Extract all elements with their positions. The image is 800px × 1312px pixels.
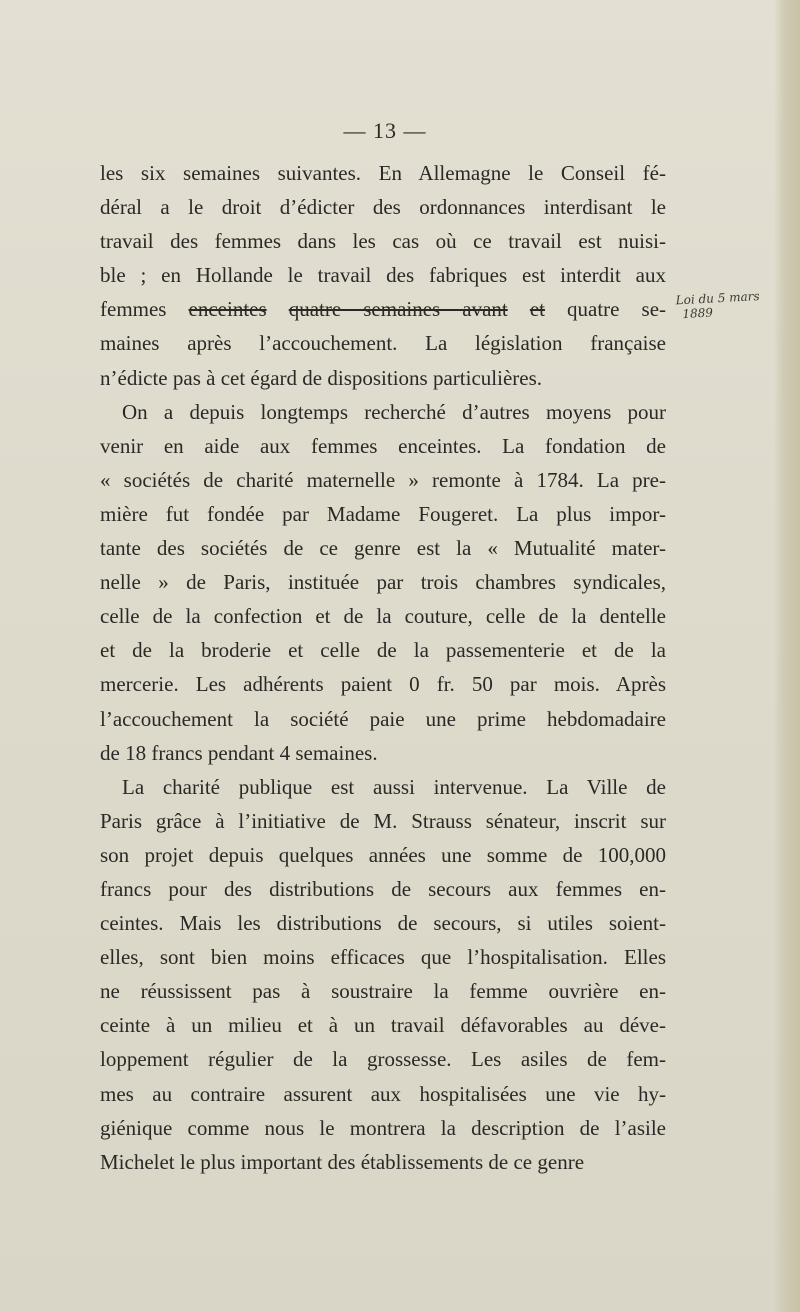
text-line: mercerie. Les adhérents paient 0 fr. 50 par mois. Après: [100, 672, 666, 697]
struck-text: enceintes: [188, 297, 267, 322]
text-line: La charité publique est aussi intervenue. La Ville de: [122, 774, 666, 799]
text-line: Paris grâce à l’initiative de M. Strauss sénateur, inscrit sur: [100, 808, 666, 833]
struck-text: quatre semaines avant: [288, 297, 508, 322]
page-number: — 13 —: [343, 118, 427, 143]
text-line: et de la broderie et celle de la passementerie et de la: [100, 638, 666, 663]
text-line: maines après l’accouchement. La législation française: [100, 331, 666, 356]
margin-note-text: Loi du 5 mars: [675, 289, 760, 308]
text-line: ceintes. Mais les distributions de secours, si utiles soient-: [100, 911, 666, 936]
text-line: les six semaines suivantes. En Allemagne le Conseil fé-: [100, 161, 666, 185]
text-line: loppement régulier de la grossesse. Les asiles de fem-: [100, 1047, 666, 1072]
text-line: ble ; en Hollande le travail des fabriques est interdit aux: [100, 263, 666, 288]
text-line: mes au contraire assurent aux hospitalisées une vie hy-: [100, 1081, 666, 1106]
text-line: mière fut fondée par Madame Fougeret. La plus impor-: [100, 501, 666, 526]
text-line: l’accouchement la société paie une prime hebdomadaire: [100, 706, 666, 731]
page-edge: [774, 0, 800, 1312]
text-line: travail des femmes dans les cas où ce travail est nuisi-: [100, 229, 666, 254]
text-line: de 18 francs pendant 4 semaines.: [100, 740, 378, 765]
text-line: déral a le droit d’édicter des ordonnances interdisant le: [100, 195, 666, 220]
line-text: femmes: [100, 297, 189, 322]
text-line: venir en aide aux femmes enceintes. La fondation de: [100, 433, 666, 458]
text-line-with-strikethrough: [100, 292, 666, 326]
line-text: [267, 297, 289, 321]
text-line: son projet depuis quelques années une somme de 100,000: [100, 842, 666, 867]
struck-text: et: [529, 297, 545, 322]
text-line: On a depuis longtemps recherché d’autres moyens pour: [122, 399, 666, 424]
text-line: n’édicte pas à cet égard de dispositions particulières.: [100, 365, 543, 390]
line-text: quatre se-: [544, 297, 667, 322]
text-line: celle de la confection et de la couture, celle de la dentelle: [100, 604, 666, 629]
text-line: giénique comme nous le montrera la description de l’asile: [100, 1115, 666, 1140]
text-line: tante des sociétés de ce genre est la « Mutualité mater-: [100, 536, 666, 561]
text-line: ceinte à un milieu et à un travail défavorables au déve-: [100, 1013, 666, 1038]
margin-note-year: 1889: [682, 305, 714, 322]
body-text: [100, 156, 666, 1179]
line-text: [508, 297, 530, 321]
text-line: Michelet le plus important des établissements de ce genre: [100, 1149, 585, 1174]
text-line: ne réussissent pas à soustraire la femme ouvrière en-: [100, 979, 666, 1004]
text-line: « sociétés de charité maternelle » remonte à 1784. La pre-: [100, 467, 666, 492]
text-line: nelle » de Paris, instituée par trois chambres syndicales,: [100, 570, 666, 595]
text-line: francs pour des distributions de secours aux femmes en-: [100, 876, 666, 901]
text-line: elles, sont bien moins efficaces que l’hospitalisation. Elles: [100, 945, 666, 970]
